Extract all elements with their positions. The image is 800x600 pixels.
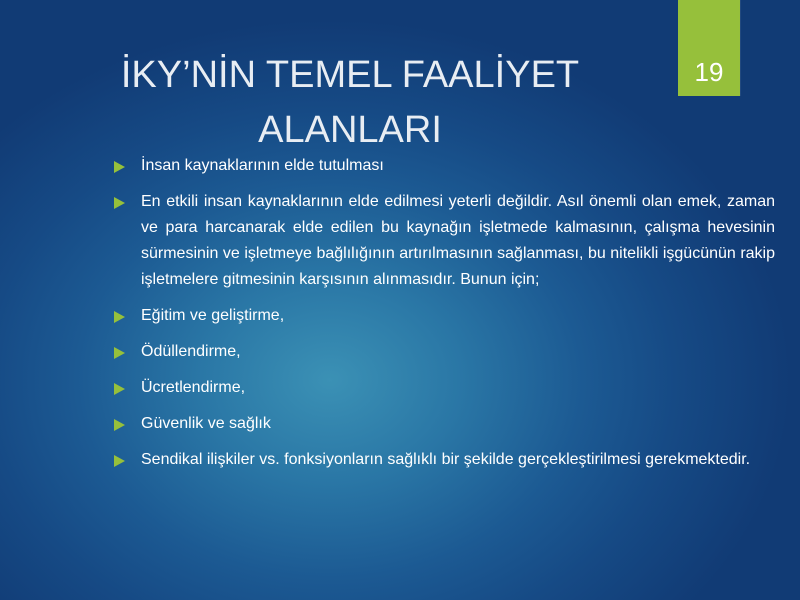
triangle-right-icon <box>114 311 125 323</box>
bullet-text: İnsan kaynaklarının elde tutulması <box>141 157 384 174</box>
bullet-text: En etkili insan kaynaklarının elde edilmesi yeterli değildir. Asıl önemli olan emek, zaman ve para harcanarak elde edilen bu kaynağın işletmede kalmasının, çalışma hevesinin sürmesinin ve işletmeye bağlılığının artırılmasının sağlanması, bu nitelikli işgücünün rakip işletmelere gitmesinin karşısının alınmasıdır. Bunun için; <box>141 193 775 288</box>
bullet-item <box>112 375 775 401</box>
bullet-text: Ücretlendirme, <box>141 379 246 396</box>
triangle-right-icon <box>114 347 125 359</box>
slide-title-line-2: ALANLARI <box>258 109 442 151</box>
slide-title <box>100 48 600 158</box>
triangle-right-icon <box>114 383 125 395</box>
bullet-text: Sendikal ilişkiler vs. fonksiyonların sağlıklı bir şekilde gerçekleştirilmesi gerekmektedir. <box>141 451 751 468</box>
bullet-item <box>112 153 775 179</box>
bullet-item <box>112 303 775 329</box>
bullet-text: Güvenlik ve sağlık <box>141 415 271 432</box>
bullet-item <box>112 411 775 437</box>
slide-title-line-1: İKY’NİN TEMEL FAALİYET <box>120 54 580 96</box>
triangle-right-icon <box>114 455 125 467</box>
bullet-item <box>112 447 775 473</box>
bullet-list <box>112 153 775 473</box>
triangle-right-icon <box>114 161 125 173</box>
bullet-item <box>112 189 775 293</box>
slide-number: 19 <box>694 57 724 87</box>
triangle-right-icon <box>114 197 125 209</box>
bullet-item <box>112 339 775 365</box>
bullet-text: Eğitim ve geliştirme, <box>141 307 285 324</box>
bullet-text: Ödüllendirme, <box>141 343 241 360</box>
slide-number-badge <box>678 0 740 96</box>
triangle-right-icon <box>114 419 125 431</box>
